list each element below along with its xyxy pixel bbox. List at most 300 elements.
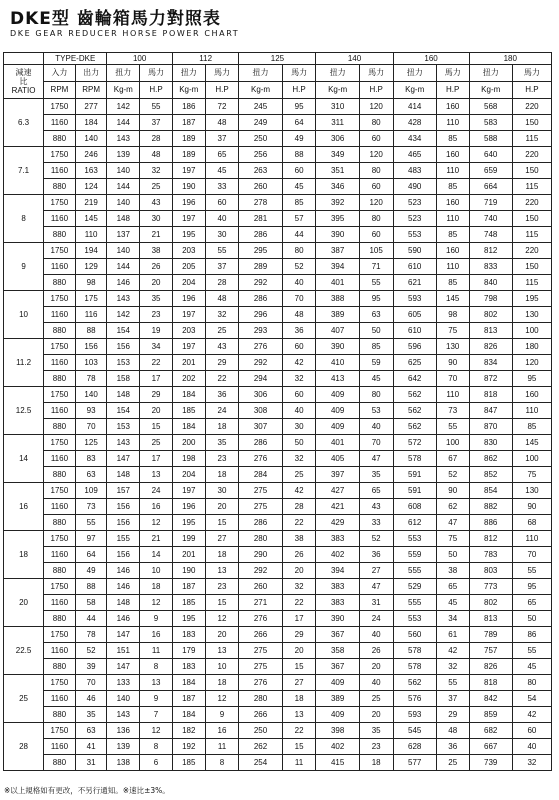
power-value: 9 — [140, 691, 173, 707]
power-value: 10 — [140, 563, 173, 579]
ratio-cell: 10 — [4, 291, 44, 339]
input-rpm: 1160 — [44, 211, 76, 227]
torque-value: 719 — [469, 195, 512, 211]
power-value: 150 — [512, 259, 551, 275]
power-value: 28 — [205, 275, 239, 291]
torque-value: 185 — [172, 403, 205, 419]
input-label: 入力 — [44, 65, 76, 82]
torque-value: 143 — [107, 435, 140, 451]
torque-value: 621 — [393, 275, 436, 291]
power-value: 115 — [512, 131, 551, 147]
torque-value: 818 — [469, 675, 512, 691]
torque-value: 840 — [469, 275, 512, 291]
torque-value: 610 — [393, 259, 436, 275]
power-value: 47 — [359, 579, 393, 595]
torque-value: 578 — [393, 451, 436, 467]
torque-value: 153 — [107, 355, 140, 371]
power-value: 13 — [282, 707, 316, 723]
torque-value: 189 — [172, 147, 205, 163]
torque-value: 872 — [469, 371, 512, 387]
torque-value: 197 — [172, 211, 205, 227]
torque-value: 203 — [172, 243, 205, 259]
torque-value: 138 — [107, 755, 140, 771]
torque-value: 276 — [239, 675, 282, 691]
torque-value: 397 — [316, 467, 359, 483]
power-value: 48 — [140, 147, 173, 163]
torque-value: 197 — [172, 163, 205, 179]
torque-value: 490 — [393, 179, 436, 195]
torque-value: 409 — [316, 403, 359, 419]
power-value: 95 — [359, 291, 393, 307]
input-rpm: 1750 — [44, 483, 76, 499]
power-value: 80 — [359, 211, 393, 227]
table-body — [4, 99, 552, 771]
ratio-cell: 22.5 — [4, 627, 44, 675]
power-value: 150 — [512, 211, 551, 227]
power-value: 48 — [205, 291, 239, 307]
power-value: 33 — [205, 179, 239, 195]
power-value: 31 — [359, 595, 393, 611]
table-row — [4, 723, 552, 739]
torque-value: 196 — [172, 499, 205, 515]
power-value: 25 — [359, 691, 393, 707]
input-rpm: 1750 — [44, 531, 76, 547]
torque-value: 390 — [316, 339, 359, 355]
power-value: 115 — [512, 179, 551, 195]
torque-value: 197 — [172, 483, 205, 499]
power-value: 71 — [359, 259, 393, 275]
torque-value: 591 — [393, 483, 436, 499]
power-value: 55 — [512, 563, 551, 579]
torque-unit: Kg-m — [393, 82, 436, 99]
power-value: 27 — [205, 531, 239, 547]
torque-value: 388 — [316, 291, 359, 307]
power-value: 40 — [359, 675, 393, 691]
torque-value: 280 — [239, 531, 282, 547]
power-value: 47 — [359, 451, 393, 467]
input-rpm: 880 — [44, 707, 76, 723]
torque-value: 137 — [107, 227, 140, 243]
power-value: 20 — [359, 659, 393, 675]
power-value: 105 — [359, 243, 393, 259]
torque-value: 605 — [393, 307, 436, 323]
torque-value: 642 — [393, 371, 436, 387]
table-row — [4, 675, 552, 691]
torque-value: 859 — [469, 707, 512, 723]
ratio-header — [4, 65, 44, 99]
torque-value: 529 — [393, 579, 436, 595]
power-value: 52 — [436, 467, 469, 483]
table-row — [4, 147, 552, 163]
power-value: 63 — [359, 307, 393, 323]
torque-value: 387 — [316, 243, 359, 259]
torque-value: 351 — [316, 163, 359, 179]
torque-value: 292 — [239, 355, 282, 371]
input-rpm: 1160 — [44, 739, 76, 755]
model-header: 112 — [172, 53, 239, 65]
power-value: 110 — [436, 259, 469, 275]
model-header: 140 — [316, 53, 393, 65]
power-value: 25 — [205, 323, 239, 339]
power-value: 160 — [436, 99, 469, 115]
input-rpm: 1750 — [44, 195, 76, 211]
torque-value: 133 — [107, 675, 140, 691]
power-value: 23 — [205, 451, 239, 467]
output-rpm: 116 — [75, 307, 107, 323]
power-value: 32 — [205, 307, 239, 323]
torque-value: 740 — [469, 211, 512, 227]
torque-value: 625 — [393, 355, 436, 371]
power-label: 馬力 — [282, 65, 316, 82]
torque-value: 583 — [469, 115, 512, 131]
power-value: 130 — [436, 339, 469, 355]
power-value: 32 — [512, 755, 551, 771]
power-value: 20 — [359, 707, 393, 723]
torque-value: 156 — [107, 499, 140, 515]
power-value: 60 — [282, 339, 316, 355]
torque-value: 153 — [107, 419, 140, 435]
torque-value: 414 — [393, 99, 436, 115]
power-value: 43 — [140, 195, 173, 211]
power-value: 50 — [359, 323, 393, 339]
torque-value: 156 — [107, 547, 140, 563]
power-value: 70 — [436, 371, 469, 387]
output-rpm: 63 — [75, 723, 107, 739]
power-value: 85 — [436, 179, 469, 195]
torque-value: 553 — [393, 531, 436, 547]
ratio-cell: 16 — [4, 483, 44, 531]
torque-value: 292 — [239, 563, 282, 579]
table-row — [4, 627, 552, 643]
horse-power-table — [3, 52, 552, 771]
torque-value: 306 — [239, 387, 282, 403]
torque-value: 156 — [107, 515, 140, 531]
torque-value: 390 — [316, 227, 359, 243]
torque-value: 346 — [316, 179, 359, 195]
torque-value: 185 — [172, 755, 205, 771]
power-value: 65 — [205, 147, 239, 163]
power-value: 115 — [512, 275, 551, 291]
input-rpm: 1160 — [44, 259, 76, 275]
power-value: 80 — [359, 115, 393, 131]
table-row — [4, 259, 552, 275]
torque-value: 578 — [393, 659, 436, 675]
output-rpm: 52 — [75, 643, 107, 659]
power-value: 195 — [512, 291, 551, 307]
power-value: 14 — [140, 547, 173, 563]
torque-value: 596 — [393, 339, 436, 355]
power-value: 45 — [436, 595, 469, 611]
power-value: 12 — [205, 691, 239, 707]
power-value: 54 — [512, 691, 551, 707]
torque-value: 802 — [469, 307, 512, 323]
torque-value: 295 — [239, 243, 282, 259]
power-value: 220 — [512, 243, 551, 259]
table-row — [4, 579, 552, 595]
power-value: 24 — [205, 403, 239, 419]
torque-value: 562 — [393, 387, 436, 403]
torque-value: 802 — [469, 595, 512, 611]
power-value: 120 — [359, 147, 393, 163]
power-value: 110 — [436, 211, 469, 227]
power-value: 220 — [512, 195, 551, 211]
power-value: 52 — [282, 259, 316, 275]
power-value: 6 — [140, 755, 173, 771]
power-value: 40 — [282, 275, 316, 291]
power-value: 85 — [282, 195, 316, 211]
torque-value: 523 — [393, 211, 436, 227]
torque-value: 833 — [469, 259, 512, 275]
table-row — [4, 291, 552, 307]
torque-value: 254 — [239, 755, 282, 771]
input-rpm: 1160 — [44, 691, 76, 707]
power-value: 29 — [282, 627, 316, 643]
torque-value: 401 — [316, 275, 359, 291]
torque-value: 271 — [239, 595, 282, 611]
input-rpm: 1160 — [44, 643, 76, 659]
power-value: 18 — [205, 467, 239, 483]
table-row — [4, 307, 552, 323]
power-value: 42 — [282, 483, 316, 499]
input-rpm: 1750 — [44, 387, 76, 403]
table-row — [4, 755, 552, 771]
table-row — [4, 163, 552, 179]
torque-value: 284 — [239, 467, 282, 483]
torque-value: 148 — [107, 211, 140, 227]
torque-value: 409 — [316, 387, 359, 403]
power-value: 22 — [282, 723, 316, 739]
torque-value: 834 — [469, 355, 512, 371]
output-rpm: 88 — [75, 323, 107, 339]
torque-value: 555 — [393, 595, 436, 611]
power-unit: H.P — [140, 82, 173, 99]
output-rpm: 246 — [75, 147, 107, 163]
input-rpm: 1750 — [44, 339, 76, 355]
power-value: 35 — [205, 435, 239, 451]
power-value: 11 — [282, 755, 316, 771]
torque-value: 136 — [107, 723, 140, 739]
torque-value: 142 — [107, 307, 140, 323]
torque-value: 142 — [107, 99, 140, 115]
torque-value: 154 — [107, 323, 140, 339]
torque-value: 184 — [172, 419, 205, 435]
torque-value: 276 — [239, 451, 282, 467]
power-value: 37 — [205, 131, 239, 147]
power-value: 37 — [436, 691, 469, 707]
power-value: 35 — [359, 723, 393, 739]
torque-value: 562 — [393, 403, 436, 419]
input-rpm: 1160 — [44, 403, 76, 419]
torque-value: 278 — [239, 195, 282, 211]
power-value: 15 — [140, 419, 173, 435]
power-value: 7 — [140, 707, 173, 723]
torque-value: 249 — [239, 115, 282, 131]
torque-value: 427 — [316, 483, 359, 499]
torque-value: 562 — [393, 419, 436, 435]
input-rpm: 1750 — [44, 435, 76, 451]
torque-value: 154 — [107, 403, 140, 419]
power-value: 75 — [436, 531, 469, 547]
torque-value: 383 — [316, 579, 359, 595]
power-value: 42 — [512, 707, 551, 723]
input-rpm: 880 — [44, 611, 76, 627]
torque-value: 192 — [172, 739, 205, 755]
power-value: 18 — [140, 579, 173, 595]
torque-value: 842 — [469, 691, 512, 707]
output-rpm: 70 — [75, 419, 107, 435]
torque-value: 390 — [316, 611, 359, 627]
table-row — [4, 563, 552, 579]
power-value: 47 — [436, 515, 469, 531]
output-rpm: 184 — [75, 115, 107, 131]
power-value: 17 — [282, 611, 316, 627]
power-value: 23 — [359, 739, 393, 755]
power-unit: H.P — [436, 82, 469, 99]
power-value: 55 — [436, 419, 469, 435]
output-rpm: 110 — [75, 227, 107, 243]
power-value: 37 — [140, 115, 173, 131]
torque-value: 186 — [172, 99, 205, 115]
power-value: 55 — [140, 99, 173, 115]
power-label: 馬力 — [140, 65, 173, 82]
torque-value: 664 — [469, 179, 512, 195]
power-value: 35 — [140, 291, 173, 307]
output-rpm: 63 — [75, 467, 107, 483]
torque-value: 682 — [469, 723, 512, 739]
power-value: 38 — [436, 563, 469, 579]
power-value: 36 — [205, 387, 239, 403]
torque-value: 555 — [393, 563, 436, 579]
torque-value: 201 — [172, 547, 205, 563]
power-value: 13 — [140, 675, 173, 691]
footnote: ※以上規格如有更改，不另行通知。※速比±3%。 — [4, 786, 170, 795]
ratio-cell: 7.1 — [4, 147, 44, 195]
power-value: 13 — [205, 563, 239, 579]
torque-value: 250 — [239, 131, 282, 147]
power-value: 64 — [282, 115, 316, 131]
torque-value: 667 — [469, 739, 512, 755]
power-value: 40 — [512, 739, 551, 755]
output-rpm: 156 — [75, 339, 107, 355]
torque-value: 139 — [107, 147, 140, 163]
table-row — [4, 371, 552, 387]
power-unit: H.P — [282, 82, 316, 99]
power-value: 67 — [436, 451, 469, 467]
power-value: 42 — [282, 355, 316, 371]
output-rpm: 88 — [75, 579, 107, 595]
torque-value: 523 — [393, 195, 436, 211]
power-value: 70 — [359, 435, 393, 451]
ratio-cell: 12.5 — [4, 387, 44, 435]
model-header: 100 — [107, 53, 172, 65]
torque-value: 156 — [107, 339, 140, 355]
power-value: 60 — [512, 723, 551, 739]
table-row — [4, 515, 552, 531]
power-value: 70 — [282, 291, 316, 307]
output-rpm: 145 — [75, 211, 107, 227]
torque-value: 773 — [469, 579, 512, 595]
torque-value: 146 — [107, 275, 140, 291]
power-value: 53 — [359, 403, 393, 419]
power-value: 30 — [205, 483, 239, 499]
power-value: 20 — [140, 275, 173, 291]
power-value: 21 — [140, 531, 173, 547]
table-row — [4, 115, 552, 131]
torque-value: 290 — [239, 547, 282, 563]
power-value: 130 — [512, 307, 551, 323]
torque-value: 158 — [107, 371, 140, 387]
output-rpm: 109 — [75, 483, 107, 499]
power-value: 48 — [205, 115, 239, 131]
torque-value: 593 — [393, 291, 436, 307]
power-value: 18 — [282, 691, 316, 707]
input-rpm: 1160 — [44, 499, 76, 515]
table-row — [4, 419, 552, 435]
power-value: 48 — [282, 307, 316, 323]
power-value: 12 — [140, 515, 173, 531]
ratio-cell: 25 — [4, 675, 44, 723]
power-value: 22 — [140, 355, 173, 371]
torque-value: 140 — [107, 163, 140, 179]
torque-value: 572 — [393, 435, 436, 451]
power-value: 60 — [205, 195, 239, 211]
torque-value: 147 — [107, 451, 140, 467]
input-rpm: 880 — [44, 419, 76, 435]
torque-value: 148 — [107, 387, 140, 403]
torque-value: 286 — [239, 515, 282, 531]
power-value: 65 — [436, 579, 469, 595]
power-value: 25 — [436, 755, 469, 771]
table-row — [4, 355, 552, 371]
torque-value: 421 — [316, 499, 359, 515]
torque-value: 608 — [393, 499, 436, 515]
power-value: 8 — [140, 739, 173, 755]
power-value: 49 — [282, 131, 316, 147]
power-value: 12 — [140, 723, 173, 739]
power-value: 26 — [282, 547, 316, 563]
power-value: 55 — [436, 675, 469, 691]
power-value: 8 — [140, 659, 173, 675]
table-row — [4, 547, 552, 563]
power-value: 43 — [359, 499, 393, 515]
torque-value: 198 — [172, 451, 205, 467]
torque-value: 184 — [172, 675, 205, 691]
torque-value: 204 — [172, 275, 205, 291]
power-value: 29 — [205, 355, 239, 371]
torque-value: 628 — [393, 739, 436, 755]
power-value: 110 — [436, 387, 469, 403]
table-row — [4, 339, 552, 355]
power-value: 25 — [140, 179, 173, 195]
torque-value: 739 — [469, 755, 512, 771]
torque-value: 407 — [316, 323, 359, 339]
torque-value: 157 — [107, 483, 140, 499]
torque-value: 286 — [239, 435, 282, 451]
torque-value: 812 — [469, 243, 512, 259]
power-value: 29 — [436, 707, 469, 723]
power-value: 110 — [436, 163, 469, 179]
output-rpm: 140 — [75, 131, 107, 147]
power-value: 55 — [205, 243, 239, 259]
torque-value: 590 — [393, 243, 436, 259]
torque-value: 367 — [316, 627, 359, 643]
torque-value: 155 — [107, 531, 140, 547]
power-value: 59 — [359, 355, 393, 371]
power-value: 32 — [282, 451, 316, 467]
torque-value: 275 — [239, 643, 282, 659]
power-value: 50 — [282, 435, 316, 451]
table-row — [4, 467, 552, 483]
